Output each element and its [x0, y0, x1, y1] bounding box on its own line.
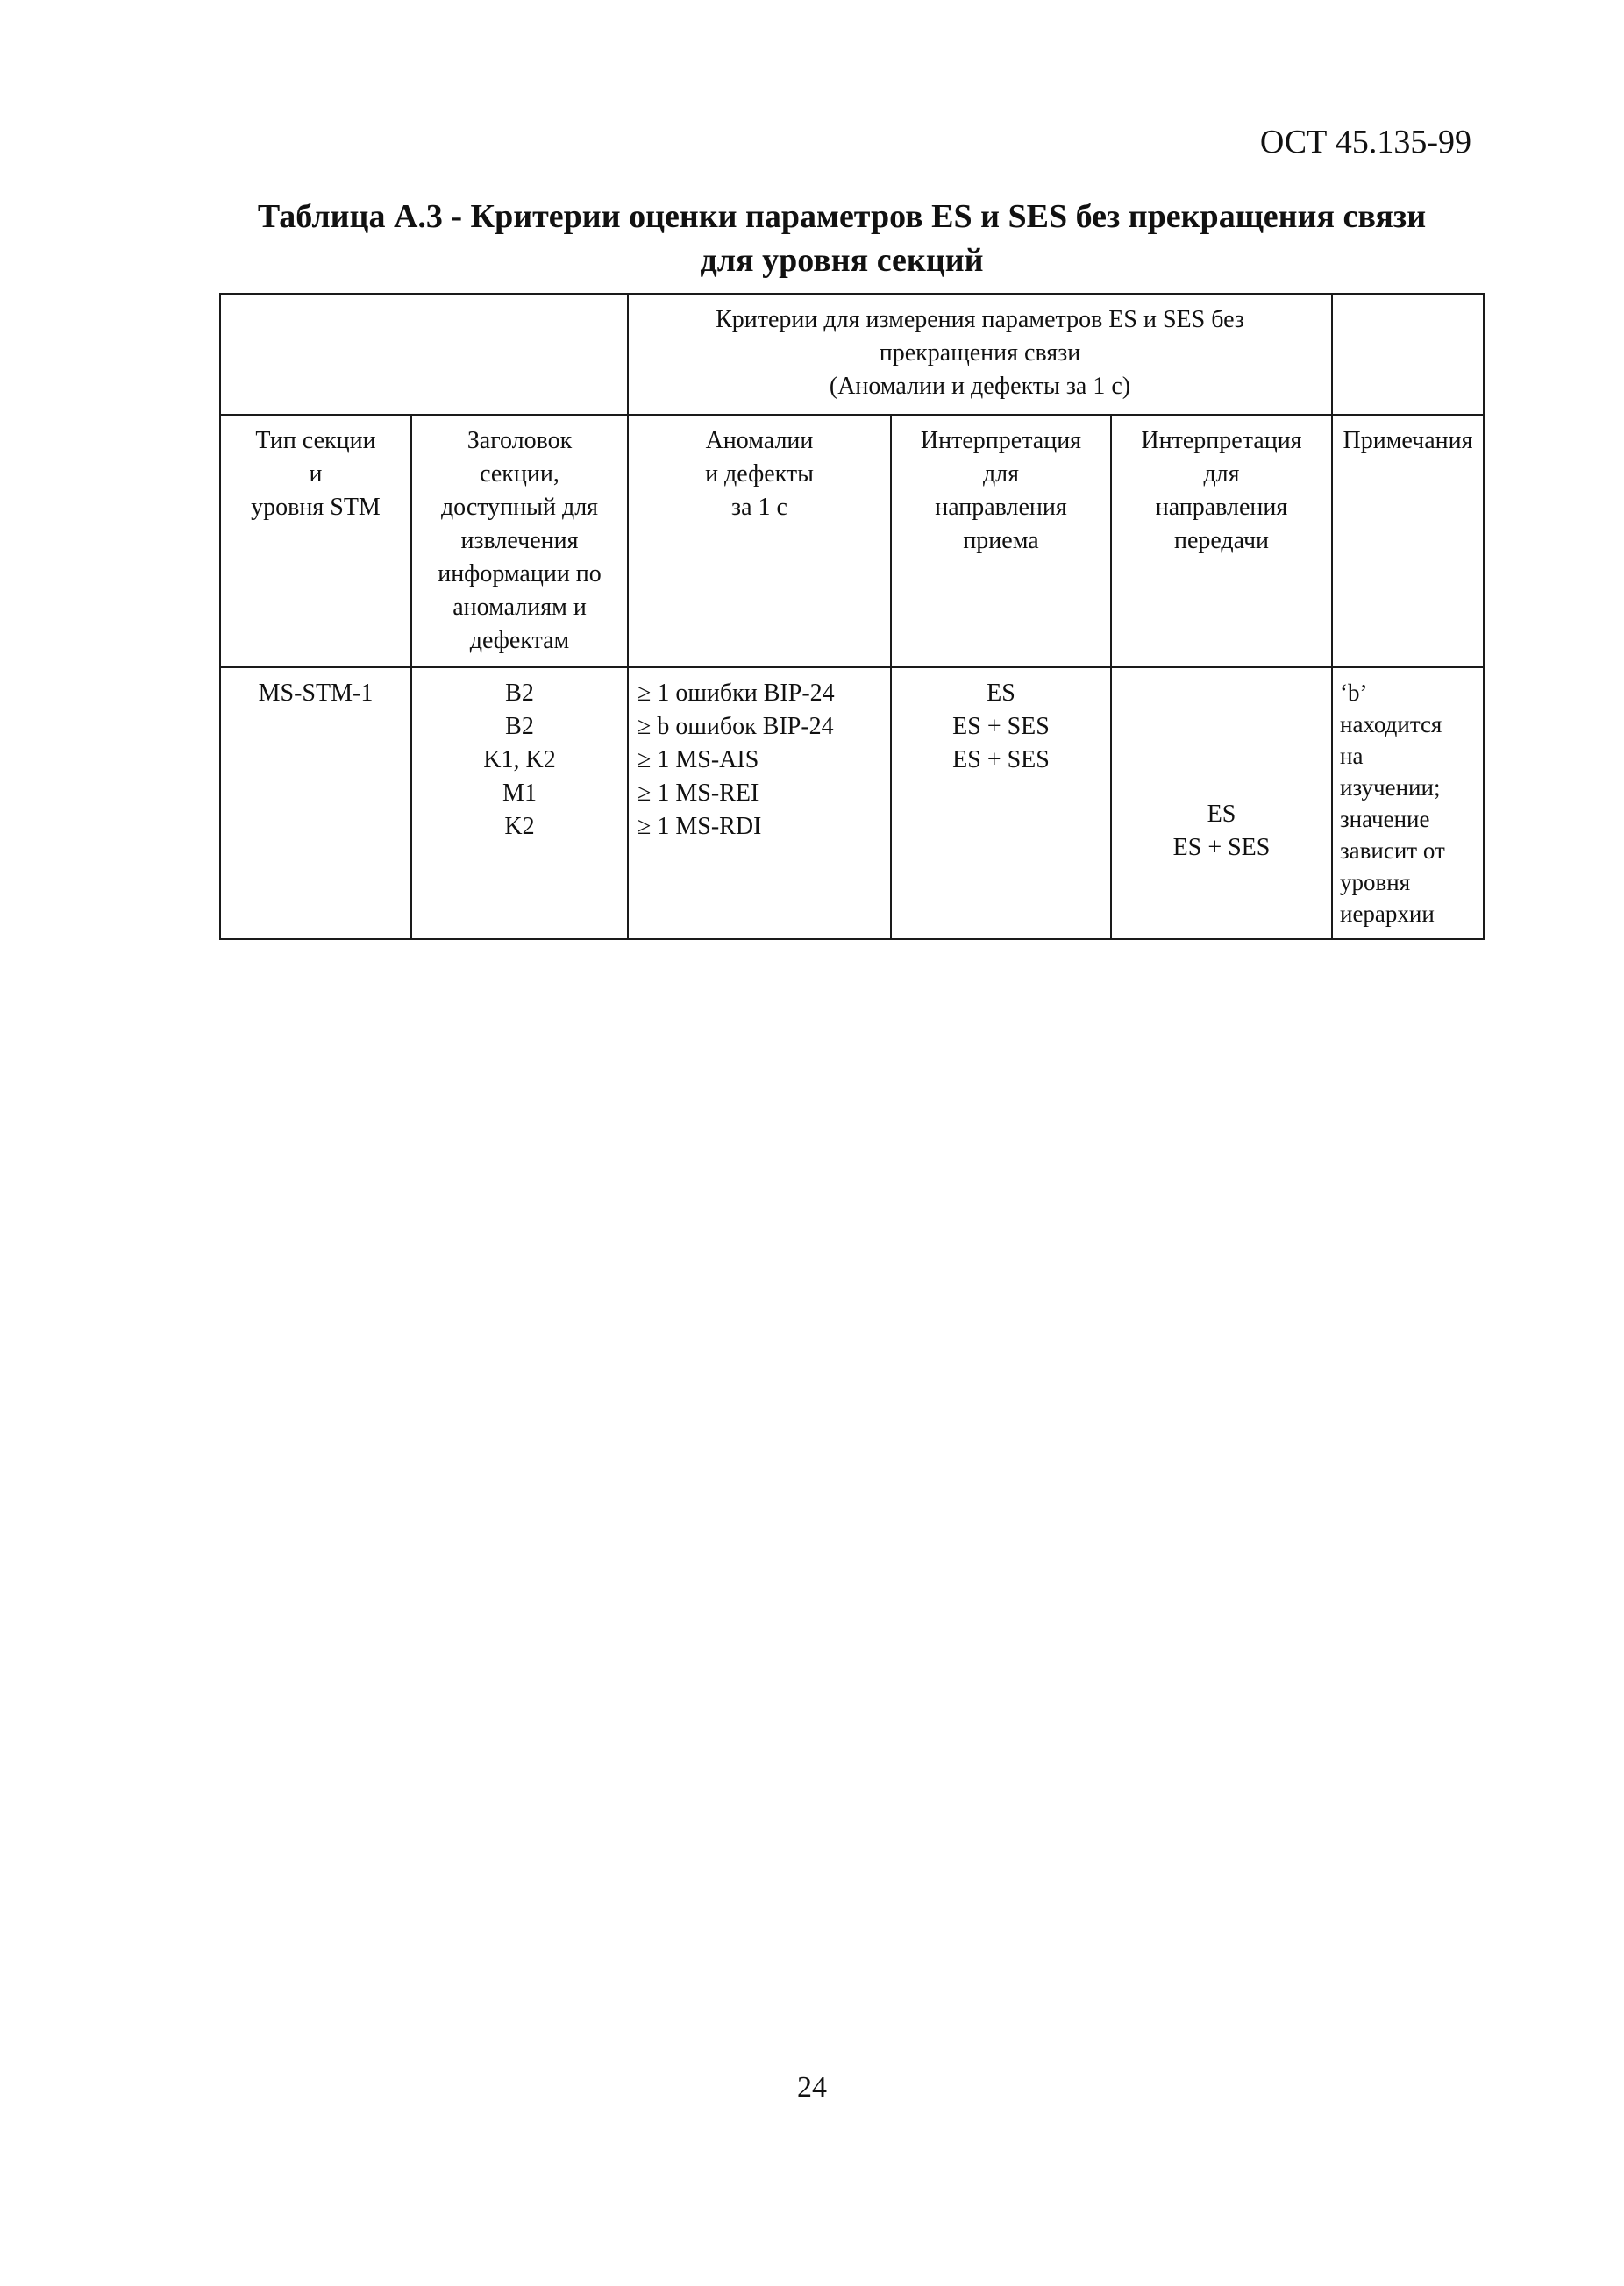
cell-line: зависит от: [1340, 837, 1445, 864]
table-title-line-1: Таблица А.3 - Критерии оценки параметров ES и SES без прекращения связи: [257, 198, 1427, 235]
header-line: Интерпретация: [1141, 427, 1302, 454]
cell-line: ES: [987, 680, 1015, 707]
header-line: секции,: [480, 460, 559, 488]
column-header-rx-interpretation: [891, 415, 1111, 667]
table-row: [220, 667, 1484, 939]
header-line: Интерпретация: [920, 427, 1082, 454]
cell-line: ≥ b ошибок BIP-24: [637, 713, 834, 740]
header-line: для: [1203, 460, 1240, 488]
table-title-line-2: для уровня секций: [700, 242, 984, 279]
cell-line: ES + SES: [952, 713, 1050, 740]
cell-line: [1117, 758, 1326, 798]
document-code: ОСТ 45.135-99: [1259, 124, 1471, 160]
cell-line: ‘b’: [1340, 680, 1368, 706]
cell-line: ≥ 1 MS-AIS: [637, 746, 759, 773]
group-header-cell: [628, 294, 1332, 415]
cell-line: уровня: [1340, 869, 1411, 895]
empty-header-cell: [1332, 294, 1484, 415]
cell-line: K2: [504, 813, 535, 840]
header-line: направления: [935, 494, 1067, 521]
criteria-table: [219, 293, 1485, 940]
header-line: Заголовок: [467, 427, 573, 454]
cell-line: иерархии: [1340, 901, 1435, 927]
cell-line: значение: [1340, 806, 1430, 832]
cell-line: ≥ 1 MS-RDI: [637, 813, 762, 840]
cell-line: [1117, 677, 1326, 717]
header-line: направления: [1155, 494, 1288, 521]
column-header-section-type: [220, 415, 411, 667]
tx-interpretation-cell: [1111, 667, 1332, 939]
header-line: Аномалии: [705, 427, 814, 454]
page-number: 24: [797, 2071, 827, 2104]
header-line: дефектам: [469, 627, 570, 654]
header-line: извлечения: [460, 527, 579, 554]
header-line: аномалиям и: [452, 594, 587, 621]
cell-line: B2: [505, 680, 534, 707]
cell-line: находится: [1340, 711, 1442, 737]
cell-line: MS-STM-1: [258, 680, 374, 707]
header-line: передачи: [1173, 527, 1270, 554]
group-header-line: Критерии для измерения параметров ES и SES без: [716, 306, 1244, 333]
column-header-notes: [1332, 415, 1484, 667]
section-type-cell: [220, 667, 411, 939]
cell-line: изучении;: [1340, 774, 1441, 801]
header-line: приема: [963, 527, 1039, 554]
cell-line: M1: [502, 780, 537, 807]
empty-header-cell: [220, 294, 628, 415]
cell-line: [1117, 717, 1326, 758]
cell-line: B2: [505, 713, 534, 740]
column-header-row: [220, 415, 1484, 667]
overhead-cell: [411, 667, 628, 939]
header-line: за 1 с: [731, 494, 787, 521]
header-line: Тип секции: [255, 427, 376, 454]
cell-line: K1, K2: [483, 746, 556, 773]
group-header-line: (Аномалии и дефекты за 1 с): [829, 373, 1131, 400]
header-line: и дефекты: [705, 460, 814, 488]
group-header-line: прекращения связи: [879, 339, 1081, 367]
group-header-row: [220, 294, 1484, 415]
header-line: и: [309, 460, 323, 488]
header-line: уровня STM: [251, 494, 381, 521]
cell-line: ES: [1207, 801, 1236, 828]
column-header-tx-interpretation: [1111, 415, 1332, 667]
header-line: для: [982, 460, 1020, 488]
rx-interpretation-cell: [891, 667, 1111, 939]
table-title: [219, 195, 1464, 282]
header-line: доступный для: [440, 494, 599, 521]
header-line: информации по: [438, 560, 602, 588]
cell-line: ES + SES: [1172, 834, 1271, 861]
cell-line: ≥ 1 ошибки BIP-24: [637, 680, 835, 707]
notes-cell: [1332, 667, 1484, 939]
cell-line: ≥ 1 MS-REI: [637, 780, 759, 807]
column-header-anomalies: [628, 415, 891, 667]
header-line: Примечания: [1343, 427, 1473, 454]
cell-line: на: [1340, 743, 1364, 769]
cell-line: ES + SES: [952, 746, 1050, 773]
anomalies-cell: [628, 667, 891, 939]
column-header-overhead: [411, 415, 628, 667]
